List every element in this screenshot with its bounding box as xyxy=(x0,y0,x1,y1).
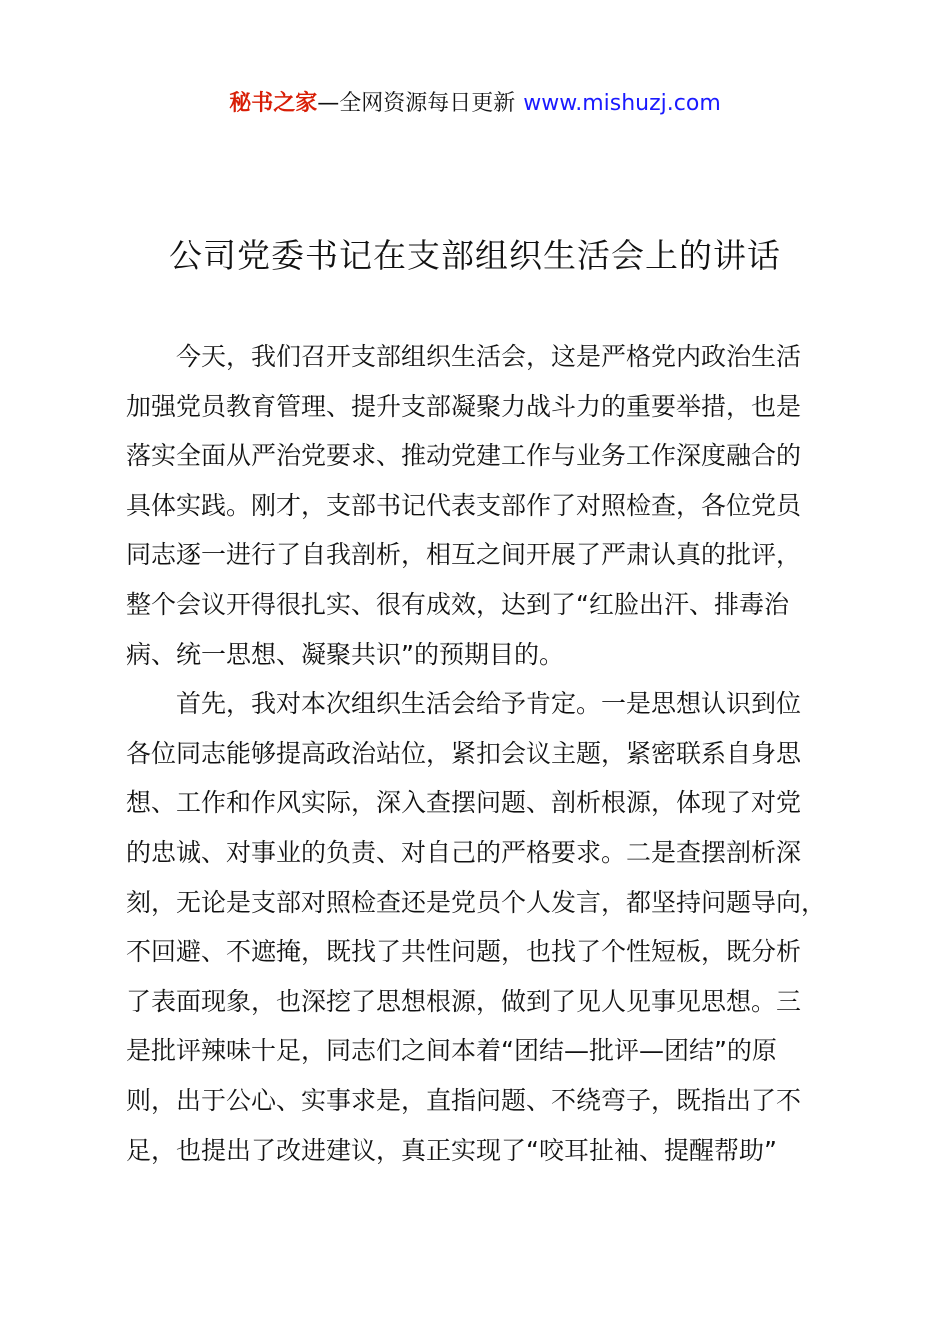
paragraph-line: 同志逐一进行了自我剖析，相互之间开展了严肃认真的批评， xyxy=(126,540,802,570)
paragraph-line: 落实全面从严治党要求、推动党建工作与业务工作深度融合的 xyxy=(126,441,802,471)
paragraph-line: 的忠诚、对事业的负责、对自己的严格要求。二是查摆剖析深 xyxy=(126,837,802,867)
document-title: 公司党委书记在支部组织生活会上的讲话 xyxy=(169,236,781,275)
paragraph-line: 刻，无论是支部对照检查还是党员个人发言，都坚持问题导向， xyxy=(126,887,827,917)
paragraph-line: 具体实践。刚才，支部书记代表支部作了对照检查，各位党员 xyxy=(126,490,802,520)
document-body xyxy=(126,332,832,1175)
paragraph-line: 是批评辣味十足，同志们之间本着“团结—批评—团结”的原 xyxy=(126,1036,777,1066)
header-tagline: —全网资源每日更新 xyxy=(317,91,516,116)
paragraph-line: 了表面现象，也深挖了思想根源，做到了见人见事见思想。三 xyxy=(126,986,802,1016)
paragraph-line: 足，也提出了改进建议，真正实现了“咬耳扯袖、提醒帮助” xyxy=(126,1135,777,1165)
paragraph-line: 首先，我对本次组织生活会给予肯定。一是思想认识到位 xyxy=(176,689,802,719)
paragraph-line: 加强党员教育管理、提升支部凝聚力战斗力的重要举措，也是 xyxy=(126,391,802,421)
paragraph-line: 想、工作和作风实际，深入查摆问题、剖析根源，体现了对党 xyxy=(126,788,802,818)
paragraph-1 xyxy=(126,332,832,679)
brand-name: 秘书之家 xyxy=(229,91,318,116)
site-url-link[interactable]: www.mishuzj.com xyxy=(523,91,721,116)
paragraph-line: 整个会议开得很扎实、很有成效，达到了“红脸出汗、排毒治 xyxy=(126,589,789,619)
paragraph-line: 病、统一思想、凝聚共识”的预期目的。 xyxy=(126,639,564,669)
paragraph-2 xyxy=(126,679,832,1175)
paragraph-line: 不回避、不遮掩，既找了共性问题，也找了个性短板，既分析 xyxy=(126,937,802,967)
paragraph-line: 各位同志能够提高政治站位，紧扣会议主题，紧密联系自身思 xyxy=(126,738,802,768)
site-header xyxy=(0,88,950,120)
paragraph-line: 今天，我们召开支部组织生活会，这是严格党内政治生活 xyxy=(176,342,802,371)
paragraph-line: 则，出于公心、实事求是，直指问题、不绕弯子，既指出了不 xyxy=(126,1085,802,1115)
